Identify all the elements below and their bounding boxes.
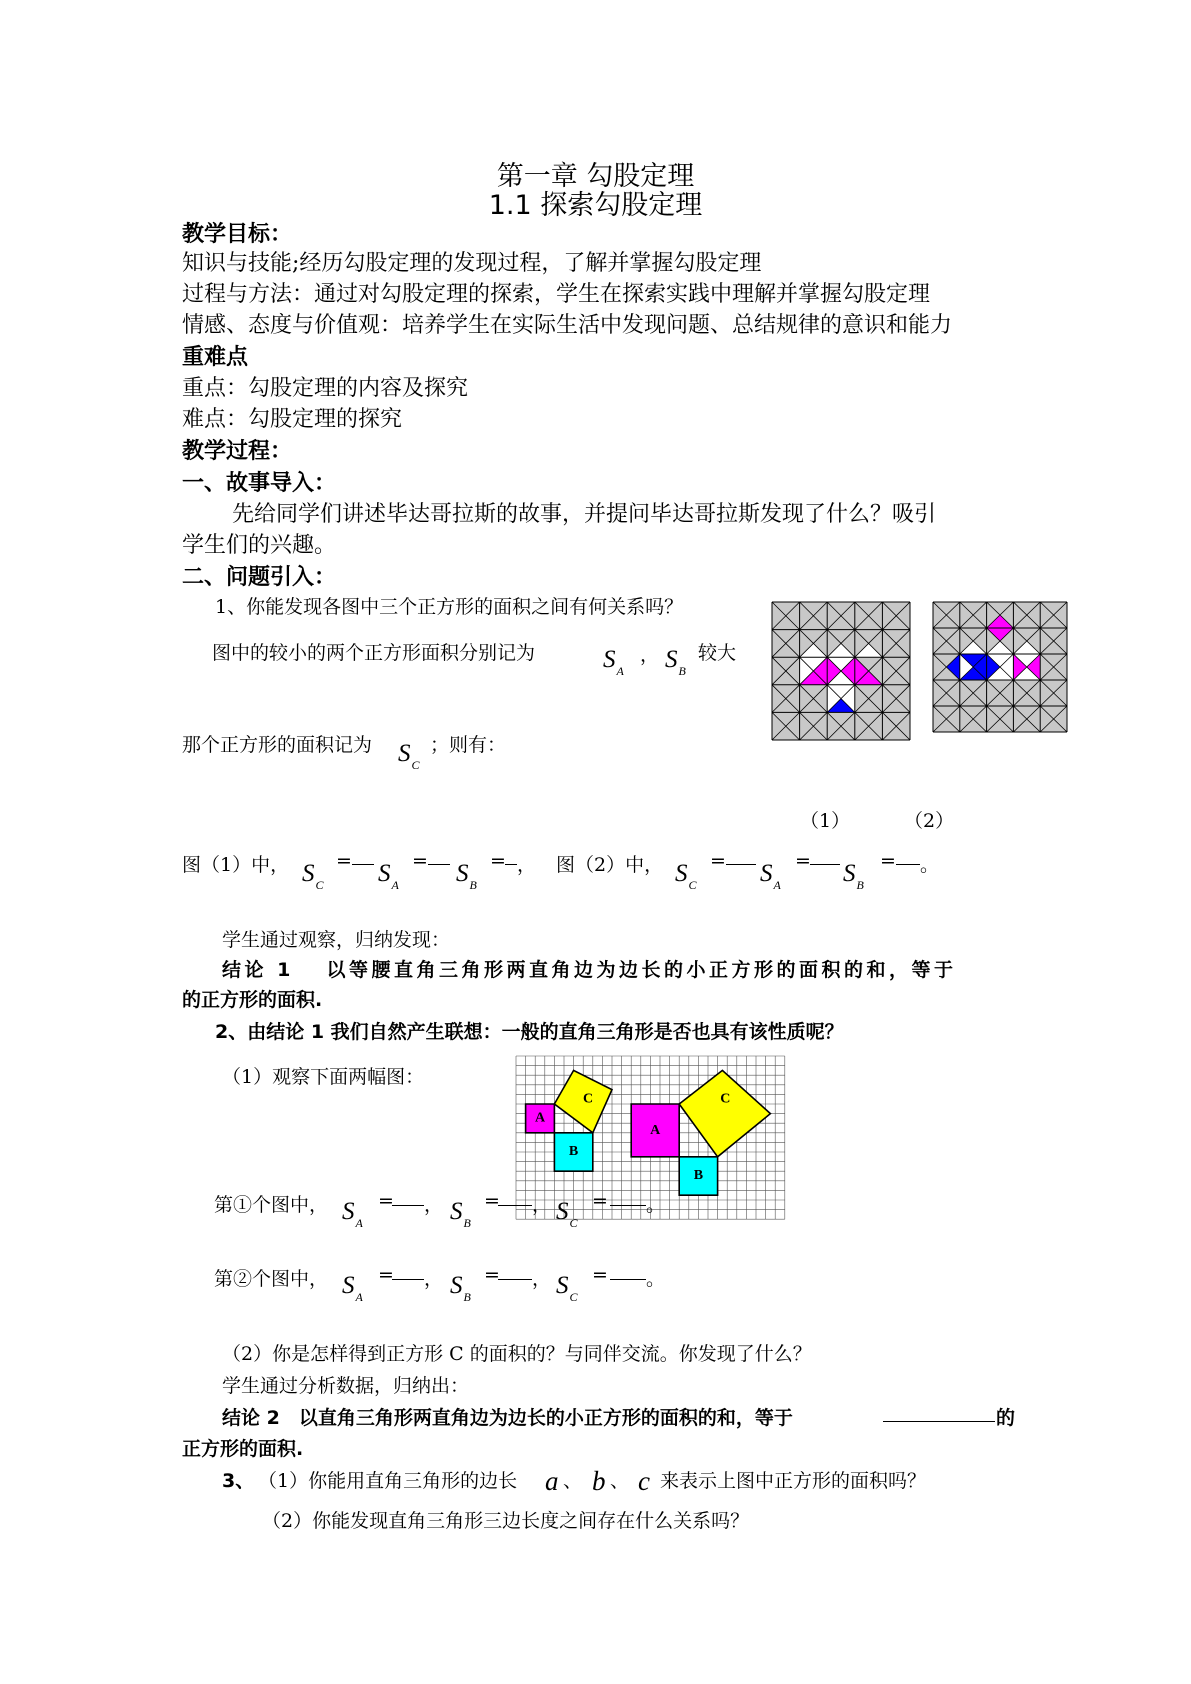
section-title: 1.1 探索勾股定理 [488, 190, 703, 221]
eq2-eq-2: = [795, 850, 811, 872]
question-1: 1、你能发现各图中三个正方形的面积之间有何关系吗？ [215, 596, 684, 618]
eq2-sb: $S_B$ [843, 860, 864, 892]
fig-a-prefix: 第①个图中， [214, 1194, 329, 1216]
fb-eq-2: = [484, 1264, 500, 1286]
side-a: a [545, 1466, 559, 1496]
comma: ， [640, 644, 660, 666]
story-paragraph-line1: 先给同学们讲述毕达哥拉斯的故事，并提问毕达哥拉斯发现了什么？吸引 [232, 502, 937, 527]
q1-text-a: 图中的较小的两个正方形面积分别记为 [212, 642, 536, 664]
fb-blank-2[interactable] [498, 1279, 532, 1280]
fa-comma-1: ， [424, 1194, 444, 1216]
fb-blank-1[interactable] [392, 1279, 424, 1280]
conclusion-2-blank[interactable] [883, 1421, 995, 1422]
question-3-item1-end: 来表示上图中正方形的面积吗？ [660, 1470, 927, 1492]
label-a-2: A [650, 1123, 661, 1139]
eq2-eq-1: = [710, 850, 726, 872]
story-heading: 一、故事导入： [182, 471, 337, 496]
eq1-blank-2[interactable] [428, 864, 450, 865]
story-paragraph-line2: 学生们的兴趣。 [182, 533, 337, 558]
fa-eq-1: = [378, 1190, 394, 1212]
question-3-item2: （2）你能发现直角三角形三边长度之间存在什么关系吗？ [262, 1510, 750, 1532]
eq1-blank-3[interactable] [505, 864, 517, 865]
fb-sa: $S_A$ [342, 1272, 363, 1304]
fig1-equation-prefix: 图（1）中， [182, 854, 290, 876]
fb-comma-2: ， [532, 1268, 552, 1290]
fa-blank-1[interactable] [392, 1205, 424, 1206]
eq1-sa: $S_A$ [378, 860, 399, 892]
fb-period: 。 [646, 1268, 666, 1290]
fig-b-prefix: 第②个图中， [214, 1268, 329, 1290]
question-1-line2 [212, 638, 535, 665]
label-a-1: A [534, 1110, 546, 1126]
eq1-sc: $S_C$ [302, 860, 324, 892]
label-c-2: C [720, 1091, 731, 1107]
intro-heading: 二、问题引入： [182, 565, 337, 590]
side-b: b [592, 1466, 606, 1496]
question-3-item1: （1）你能用直角三角形的边长 [258, 1470, 518, 1492]
symbol-sb: $S_B$ [665, 646, 686, 678]
objective-knowledge: 知识与技能;经历勾股定理的发现过程，了解并掌握勾股定理 [182, 251, 762, 276]
label-b-1: B [568, 1144, 579, 1160]
fb-eq-1: = [378, 1264, 394, 1286]
sep-1: 、 [563, 1470, 583, 1492]
symbol-sa: $S_A$ [603, 646, 624, 678]
eq2-sa: $S_A$ [760, 860, 781, 892]
fb-sc: $S_C$ [556, 1272, 578, 1304]
conclusion-2-de: 的 [996, 1407, 1016, 1429]
fa-eq-3: = [592, 1190, 608, 1212]
symbol-sc: $S_C$ [398, 740, 420, 772]
eq1-eq-1: = [336, 850, 352, 872]
objective-method: 过程与方法：通过对勾股定理的探索，学生在探索实践中理解并掌握勾股定理 [182, 282, 931, 307]
eq2-blank-1[interactable] [726, 864, 756, 865]
conclusion-1-end: 的正方形的面积. [182, 989, 323, 1011]
fa-blank-2[interactable] [498, 1205, 532, 1206]
fb-blank-3[interactable] [610, 1279, 646, 1280]
figure-2-grid [933, 602, 1067, 732]
key-points-heading: 重难点 [182, 345, 249, 370]
eq2-blank-3[interactable] [896, 864, 920, 865]
fa-blank-3[interactable] [610, 1205, 646, 1206]
fig2-equation-prefix: 图（2）中， [556, 854, 664, 876]
q1-text-d: ；则有： [430, 734, 507, 756]
side-c: c [638, 1466, 650, 1496]
figure-1-grid [772, 602, 910, 740]
q1-text-b: 较大 [698, 642, 737, 664]
conclusion-2-end: 正方形的面积. [182, 1438, 304, 1460]
question-3-number: 3、 [222, 1470, 255, 1492]
q1-text-c: 那个正方形的面积记为 [182, 734, 373, 756]
eq2-sc: $S_C$ [675, 860, 697, 892]
conclusion-1: 结论 1 以等腰直角三角形两直角边为边长的小正方形的面积的和，等于 [222, 959, 957, 981]
fb-comma-1: ， [424, 1268, 444, 1290]
eq1-comma: ， [517, 854, 537, 876]
q2-heading-text: 2、由结论 1 我们自然产生联想：一般的直角三角形是否也具有该性质呢？ [215, 1021, 844, 1043]
analyze-text: 学生通过分析数据，归纳出： [222, 1375, 470, 1397]
label-b-2: B [693, 1168, 704, 1184]
key-point-difficulty: 难点：勾股定理的探究 [182, 407, 403, 432]
fb-eq-3: = [592, 1264, 608, 1286]
key-point-focus: 重点：勾股定理的内容及探究 [182, 376, 469, 401]
chapter-title: 第一章 勾股定理 [496, 161, 695, 192]
eq1-blank-1[interactable] [352, 864, 374, 865]
objectives-heading: 教学目标： [182, 222, 293, 247]
eq1-eq-3: = [490, 850, 506, 872]
question-2-heading [215, 1017, 844, 1044]
fa-sc: $S_C$ [556, 1198, 578, 1230]
observe-text: 学生通过观察，归纳发现： [222, 929, 451, 951]
fa-period: 。 [646, 1194, 666, 1216]
eq2-eq-3: = [880, 850, 896, 872]
eq1-eq-2: = [412, 850, 428, 872]
question-2-observe: （1）观察下面两幅图： [222, 1066, 425, 1088]
sep-2: 、 [610, 1470, 630, 1492]
process-heading: 教学过程： [182, 439, 293, 464]
objective-attitude: 情感、态度与价值观：培养学生在实际生活中发现问题、总结规律的意识和能力 [182, 313, 953, 338]
fa-eq-2: = [484, 1190, 500, 1212]
fb-sb: $S_B$ [450, 1272, 471, 1304]
fa-comma-2: ， [532, 1194, 552, 1216]
fa-sb: $S_B$ [450, 1198, 471, 1230]
figure-label-1: （1） [800, 810, 851, 832]
question-2-part2: （2）你是怎样得到正方形 C 的面积的？与同伴交流。你发现了什么？ [222, 1343, 812, 1365]
figure-label-2: （2） [904, 810, 955, 832]
conclusion-2: 结论 2 以直角三角形两直角边为边长的小正方形的面积的和，等于 [222, 1407, 793, 1429]
fa-sa: $S_A$ [342, 1198, 363, 1230]
label-c-1: C [582, 1091, 594, 1107]
eq2-period: 。 [920, 854, 940, 876]
eq2-blank-2[interactable] [810, 864, 840, 865]
eq1-sb: $S_B$ [456, 860, 477, 892]
